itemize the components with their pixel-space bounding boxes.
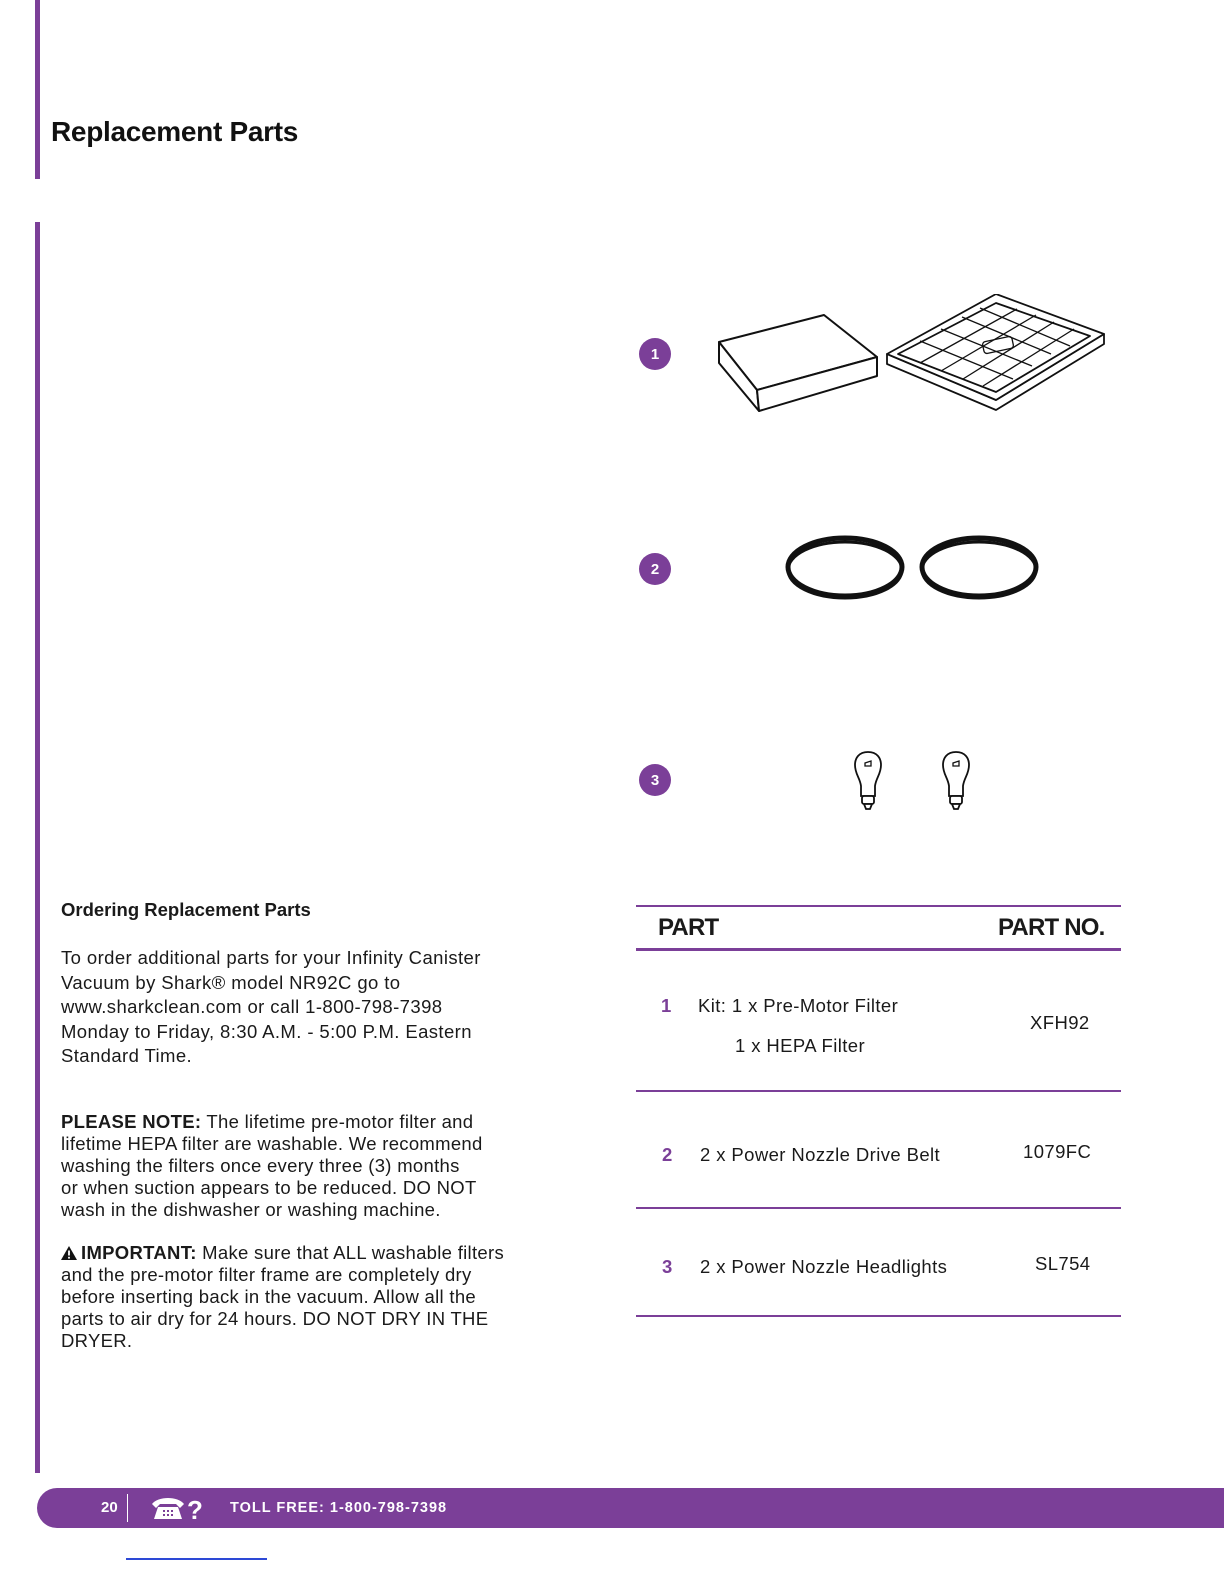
ordering-line: Vacuum by Shark® model NR92C go to xyxy=(61,971,401,993)
important-line: parts to air dry for 24 hours. DO NOT DRY IN THE xyxy=(61,1308,489,1329)
ordering-line: Monday to Friday, 8:30 A.M. - 5:00 P.M. Eastern xyxy=(61,1020,472,1042)
row-number: 3 xyxy=(662,1256,673,1277)
column-header-part: PART xyxy=(658,914,719,941)
note-line: The lifetime pre-motor filter and xyxy=(201,1111,474,1132)
footer-divider xyxy=(127,1494,128,1522)
headlight-bulb-icon xyxy=(940,750,972,812)
row-number: 2 xyxy=(662,1144,673,1165)
important-line: before inserting back in the vacuum. Allow all the xyxy=(61,1286,477,1307)
table-header-rule xyxy=(636,948,1121,951)
note-line: wash in the dishwasher or washing machine. xyxy=(61,1199,441,1220)
callout-1: 1 xyxy=(639,338,671,370)
left-accent-bar-main xyxy=(35,222,40,1473)
column-header-part-no: PART NO. xyxy=(998,914,1105,941)
important-label: IMPORTANT: xyxy=(81,1242,197,1263)
table-top-rule xyxy=(636,905,1121,907)
please-note xyxy=(61,1111,591,1221)
ordering-line: www.sharkclean.com or call 1-800-798-7398 xyxy=(61,996,443,1017)
table-row-rule xyxy=(636,1207,1121,1209)
svg-text:?: ? xyxy=(187,1495,203,1522)
ordering-line: To order additional parts for your Infinity Canister xyxy=(61,947,481,968)
note-line: lifetime HEPA filter are washable. We recommend xyxy=(61,1133,483,1154)
hepa-filter-icon xyxy=(884,294,1108,416)
warning-triangle-icon xyxy=(61,1246,77,1260)
important-warning xyxy=(61,1242,591,1352)
part-description: Kit: 1 x Pre-Motor Filter xyxy=(698,995,899,1016)
note-line: or when suction appears to be reduced. DO NOT xyxy=(61,1177,477,1198)
row-number: 1 xyxy=(661,995,672,1016)
callout-3: 3 xyxy=(639,764,671,796)
toll-free-number: TOLL FREE: 1-800-798-7398 xyxy=(230,1500,448,1516)
part-number: SL754 xyxy=(1035,1253,1091,1274)
decorative-underline xyxy=(126,1558,267,1560)
please-note-label: PLEASE NOTE: xyxy=(61,1111,202,1132)
pre-motor-filter-icon xyxy=(712,310,884,416)
important-line: Make sure that ALL washable filters xyxy=(196,1242,504,1263)
part-number: XFH92 xyxy=(1030,1012,1090,1033)
important-line: and the pre-motor filter frame are completely dry xyxy=(61,1264,472,1285)
table-row-rule xyxy=(636,1090,1121,1092)
callout-2: 2 xyxy=(639,553,671,585)
page-number: 20 xyxy=(101,1499,118,1516)
note-line: washing the filters once every three (3) months xyxy=(61,1155,460,1176)
part-description: 2 x Power Nozzle Headlights xyxy=(700,1256,948,1277)
part-description-secondary: 1 x HEPA Filter xyxy=(735,1035,866,1056)
part-number: 1079FC xyxy=(1023,1141,1092,1162)
ordering-body xyxy=(61,946,581,1069)
ordering-line: Standard Time. xyxy=(61,1045,193,1066)
important-line: DRYER. xyxy=(61,1330,133,1351)
drive-belt-icon xyxy=(782,530,908,604)
footer-bar xyxy=(37,1488,1224,1528)
left-accent-bar-top xyxy=(35,0,40,179)
page-title: Replacement Parts xyxy=(51,116,299,147)
headlight-bulb-icon xyxy=(852,750,884,812)
phone-question-icon xyxy=(150,1494,206,1522)
drive-belt-icon xyxy=(916,530,1042,604)
ordering-heading: Ordering Replacement Parts xyxy=(61,899,311,920)
part-description: 2 x Power Nozzle Drive Belt xyxy=(700,1144,941,1165)
table-bottom-rule xyxy=(636,1315,1121,1317)
